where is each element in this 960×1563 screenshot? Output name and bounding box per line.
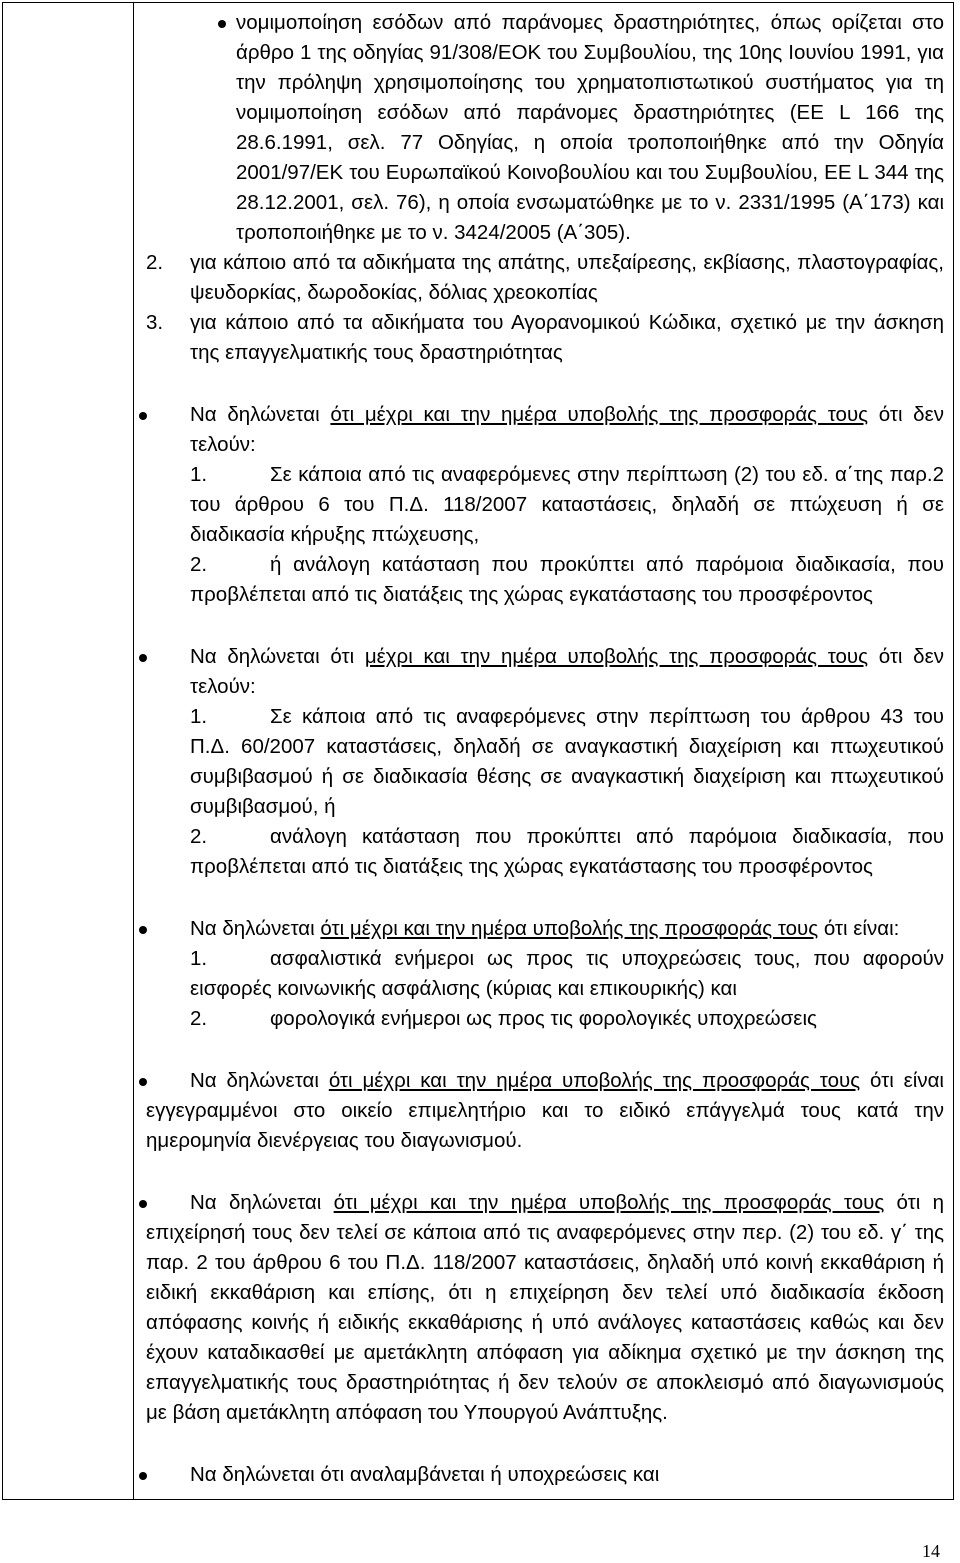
bullet-icon	[139, 654, 147, 662]
declaration-paragraph: Να δηλώνεται ότι μέχρι και την ημέρα υποβολής της προσφοράς τους ότι είναι εγγεγραμμένοι στο οικείο επιμελητήριο και το ειδικό επάγγελμά τους κατά την ημερομηνία διενέργειας του διαγωνισμού.	[146, 1066, 944, 1156]
bullet-icon	[139, 1472, 147, 1480]
page-number: 14	[922, 1541, 940, 1561]
list-item-money-laundering: νομιμοποίηση εσόδων από παράνομες δραστηριότητες, όπως ορίζεται στο άρθρο 1 της οδηγίας 91/308/ΕΟΚ του Συμβουλίου, της 10ης Ιουνίου 1991, για την πρόληψη χρησιμοποίησης του χρηματοπιστωτικού συστήματος για τη νομιμοποίηση εσόδων από παράνομες δραστηριότητες (ΕΕ L 166 της 28.6.1991, σελ. 77 Οδηγίας, η οποία τροποποιήθηκε από την Οδηγία 2001/97/ΕΚ του Ευρωπαϊκού Κοινοβουλίου και του Συμβουλίου, ΕΕ L 344 της 28.12.2001, σελ. 76), η οποία ενσωματώθηκε με το ν. 2331/1995 (Α΄173) και τροποποιήθηκε με το ν. 3424/2005 (Α΄305).	[146, 8, 944, 248]
declaration-item: 2. ανάλογη κατάσταση που προκύπτει από παρόμοια διαδικασία, που προβλέπεται από τις διατάξεις της χώρας εγκατάστασης του προσφέροντος	[190, 825, 944, 878]
bullet-icon	[139, 926, 147, 934]
declaration-block-3	[146, 914, 944, 1034]
bullet-icon	[139, 1200, 147, 1208]
declaration-block-2	[146, 642, 944, 882]
declaration-item: 1. Σε κάποια από τις αναφερόμενες στην περίπτωση του άρθρου 43 του Π.Δ. 60/2007 καταστάσεις, δηλαδή σε αναγκαστική διαχείριση και πτωχευτικού συμβιβασμού ή σε διαδικασία θέσης σε αναγκαστική διαχείριση και πτωχευτικού συμβιβασμού, ή	[190, 705, 944, 818]
column-divider	[133, 3, 134, 1499]
declaration-item: 2. φορολογικά ενήμεροι ως προς τις φορολογικές υποχρεώσεις	[190, 1007, 817, 1030]
declaration-block-1	[146, 400, 944, 610]
declaration-heading: Να δηλώνεται ότι μέχρι και την ημέρα υποβολής της προσφοράς τους ότι δεν τελούν:	[146, 400, 944, 460]
declaration-block-4	[146, 1066, 944, 1156]
bullet-icon	[139, 412, 147, 420]
declaration-heading: Να δηλώνεται ότι μέχρι και την ημέρα υποβολής της προσφοράς τους ότι είναι:	[146, 914, 944, 944]
declaration-block-6	[146, 1460, 944, 1490]
declaration-heading: Να δηλώνεται ότι μέχρι και την ημέρα υποβολής της προσφοράς τους ότι δεν τελούν:	[146, 642, 944, 702]
document-body	[146, 2, 944, 1490]
declaration-item: 1. Σε κάποια από τις αναφερόμενες στην περίπτωση (2) του εδ. α΄της παρ.2 του άρθρου 6 του Π.Δ. 118/2007 καταστάσεις, δηλαδή σε πτώχευση ή σε διαδικασία κήρυξης πτώχευσης,	[190, 463, 944, 546]
declaration-item: 2. ή ανάλογη κατάσταση που προκύπτει από παρόμοια διαδικασία, που προβλέπεται από τις διατάξεις της χώρας εγκατάστασης του προσφέροντος	[190, 553, 944, 606]
bullet-icon	[139, 1078, 147, 1086]
declaration-item: 1. ασφαλιστικά ενήμεροι ως προς τις υποχρεώσεις τους, που αφορούν εισφορές κοινωνικής ασφάλισης (κύριας και επικουρικής) και	[190, 947, 944, 1000]
declaration-paragraph: Να δηλώνεται ότι αναλαμβάνεται ή υποχρεώσεις και	[146, 1460, 944, 1490]
list-item-2: 2. για κάποιο από τα αδικήματα της απάτης, υπεξαίρεσης, εκβίασης, πλαστογραφίας, ψευδορκίας, δωροδοκίας, δόλιας χρεοκοπίας	[146, 251, 944, 304]
declaration-paragraph: Να δηλώνεται ότι μέχρι και την ημέρα υποβολής της προσφοράς τους ότι η επιχείρησή τους δεν τελεί σε κάποια από τις αναφερόμενες στην περ. (2) του εδ. γ΄ της παρ. 2 του άρθρου 6 του Π.Δ. 118/2007 καταστάσεις, δηλαδή υπό κοινή εκκαθάριση ή ειδική εκκαθάριση και επίσης, ότι η επιχείρηση δεν τελεί υπό διαδικασία έκδοση απόφασης κοινής ή ειδικής εκκαθάρισης ή υπό ανάλογες καταστάσεις καθώς και δεν έχουν καταδικασθεί με αμετάκλητη απόφαση για αδίκημα σχετικό με την άσκηση της επαγγελματικής τους δραστηριότητας ή δεν τελούν σε αποκλεισμό από διαγωνισμούς με βάση αμετάκλητη απόφαση του Υπουργού Ανάπτυξης.	[146, 1188, 944, 1428]
declaration-block-5	[146, 1188, 944, 1428]
bullet-icon	[218, 20, 226, 28]
list-item-3: 3. για κάποιο από τα αδικήματα του Αγορανομικού Κώδικα, σχετικό με την άσκηση της επαγγελματικής τους δραστηριότητας	[146, 311, 944, 364]
